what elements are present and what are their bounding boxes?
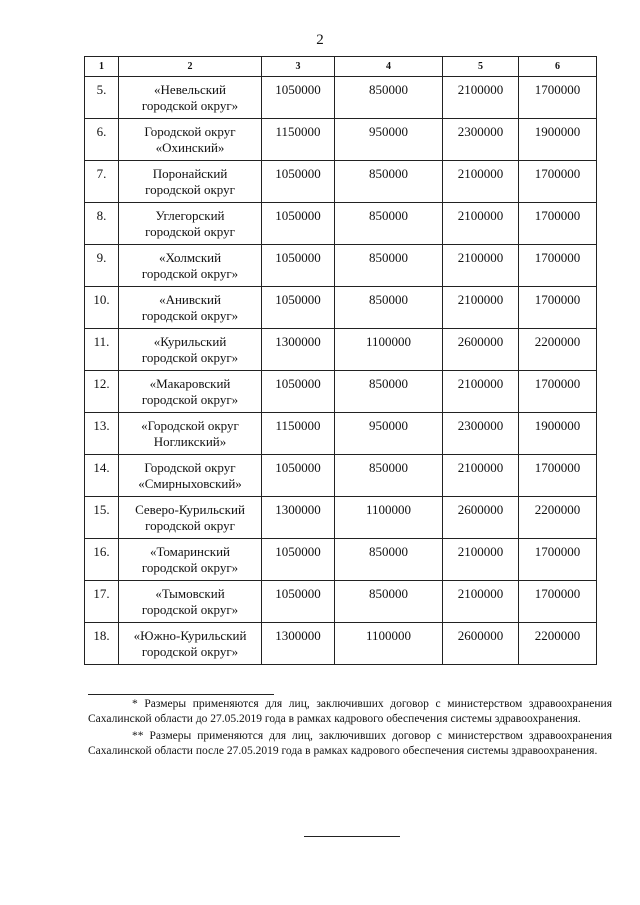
row-number: 5.: [85, 77, 119, 119]
amount-col-4: 850000: [335, 287, 443, 329]
amount-col-6: 1700000: [519, 287, 597, 329]
row-number: 16.: [85, 539, 119, 581]
amount-col-3: 1300000: [262, 329, 335, 371]
header-col-4: 4: [335, 57, 443, 77]
municipality-name-line: «Анивский: [159, 292, 221, 307]
amount-col-4: 850000: [335, 77, 443, 119]
amount-col-4: 1100000: [335, 497, 443, 539]
municipality-name: [119, 329, 262, 371]
municipality-name-line: «Томаринский: [149, 544, 231, 559]
amount-col-4: 850000: [335, 581, 443, 623]
municipality-name-line: Городской округ: [144, 124, 236, 139]
amount-col-5: 2300000: [443, 413, 519, 455]
amount-col-3: 1050000: [262, 245, 335, 287]
amount-col-4: 1100000: [335, 329, 443, 371]
amount-col-3: 1150000: [262, 413, 335, 455]
municipality-name: [119, 623, 262, 665]
amount-col-5: 2100000: [443, 539, 519, 581]
amount-col-3: 1300000: [262, 497, 335, 539]
amount-col-3: 1050000: [262, 161, 335, 203]
municipality-name-line: городской округ»: [141, 392, 239, 407]
municipality-name-line: городской округ»: [141, 560, 239, 575]
footnote-divider: [88, 694, 274, 695]
municipality-name-line: «Тымовский: [155, 586, 225, 601]
municipality-name-line: городской округ»: [141, 98, 239, 113]
amount-col-5: 2100000: [443, 581, 519, 623]
header-col-6: 6: [519, 57, 597, 77]
amount-col-5: 2600000: [443, 623, 519, 665]
municipality-name: [119, 413, 262, 455]
row-number: 18.: [85, 623, 119, 665]
table-row: [85, 497, 597, 539]
table-body: [85, 77, 597, 665]
table-row: [85, 581, 597, 623]
municipality-name: [119, 455, 262, 497]
municipality-name: [119, 581, 262, 623]
municipality-name-line: «Курильский: [153, 334, 227, 349]
amount-col-4: 950000: [335, 119, 443, 161]
table-row: [85, 455, 597, 497]
amount-col-5: 2100000: [443, 161, 519, 203]
amount-col-6: 1700000: [519, 455, 597, 497]
payments-table: [84, 56, 597, 665]
amount-col-6: 2200000: [519, 329, 597, 371]
table-row: [85, 245, 597, 287]
table-row: [85, 77, 597, 119]
row-number: 11.: [85, 329, 119, 371]
table-row: [85, 287, 597, 329]
row-number: 10.: [85, 287, 119, 329]
header-col-2: 2: [119, 57, 262, 77]
municipality-name: [119, 119, 262, 161]
amount-col-3: 1300000: [262, 623, 335, 665]
bottom-divider: [304, 836, 400, 837]
amount-col-4: 850000: [335, 539, 443, 581]
municipality-name-line: городской округ»: [141, 308, 239, 323]
amount-col-3: 1050000: [262, 203, 335, 245]
amount-col-3: 1050000: [262, 77, 335, 119]
municipality-name-line: городской округ: [145, 182, 235, 197]
amount-col-5: 2100000: [443, 203, 519, 245]
municipality-name-line: «Южно-Курильский: [133, 628, 247, 643]
municipality-name-line: городской округ»: [141, 602, 239, 617]
amount-col-3: 1050000: [262, 581, 335, 623]
municipality-name-line: городской округ»: [141, 350, 239, 365]
municipality-name-line: Поронайский: [152, 166, 228, 181]
municipality-name: [119, 371, 262, 413]
municipality-name-line: «Охинский»: [155, 140, 225, 155]
municipality-name-line: городской округ: [145, 224, 235, 239]
municipality-name-line: «Городской округ: [141, 418, 239, 433]
row-number: 15.: [85, 497, 119, 539]
municipality-name-line: Углегорский: [155, 208, 225, 223]
municipality-name-line: «Смирныховский»: [138, 476, 242, 491]
amount-col-5: 2600000: [443, 329, 519, 371]
amount-col-4: 950000: [335, 413, 443, 455]
amount-col-5: 2100000: [443, 77, 519, 119]
table-row: [85, 329, 597, 371]
row-number: 12.: [85, 371, 119, 413]
amount-col-4: 850000: [335, 245, 443, 287]
table-row: [85, 623, 597, 665]
row-number: 13.: [85, 413, 119, 455]
amount-col-4: 1100000: [335, 623, 443, 665]
municipality-name: [119, 497, 262, 539]
amount-col-6: 1700000: [519, 203, 597, 245]
table-row: [85, 413, 597, 455]
table-row: [85, 371, 597, 413]
row-number: 8.: [85, 203, 119, 245]
amount-col-6: 1900000: [519, 119, 597, 161]
municipality-name-line: «Холмский: [158, 250, 222, 265]
amount-col-6: 2200000: [519, 497, 597, 539]
page-number: 2: [316, 32, 324, 48]
municipality-name-line: городской округ: [145, 518, 235, 533]
row-number: 7.: [85, 161, 119, 203]
amount-col-4: 850000: [335, 161, 443, 203]
row-number: 17.: [85, 581, 119, 623]
row-number: 6.: [85, 119, 119, 161]
municipality-name-line: Городской округ: [144, 460, 236, 475]
table-row: [85, 119, 597, 161]
amount-col-5: 2100000: [443, 455, 519, 497]
municipality-name: [119, 287, 262, 329]
amount-col-6: 1900000: [519, 413, 597, 455]
amount-col-3: 1050000: [262, 287, 335, 329]
row-number: 9.: [85, 245, 119, 287]
municipality-name: [119, 245, 262, 287]
municipality-name: [119, 203, 262, 245]
amount-col-5: 2100000: [443, 371, 519, 413]
municipality-name-line: Северо-Курильский: [135, 502, 245, 517]
footnote-2: ** Размеры применяются для лиц, заключивших договор с министерством здравоохранения Сахалинской области после 27.05.2019 года в рамках кадрового обеспечения системы здравоохранения.: [88, 730, 612, 757]
municipality-name-line: Ногликский»: [153, 434, 227, 449]
amount-col-6: 1700000: [519, 245, 597, 287]
municipality-name-line: «Макаровский: [149, 376, 231, 391]
amount-col-5: 2600000: [443, 497, 519, 539]
amount-col-3: 1050000: [262, 539, 335, 581]
amount-col-6: 1700000: [519, 77, 597, 119]
municipality-name: [119, 539, 262, 581]
municipality-name: [119, 77, 262, 119]
row-number: 14.: [85, 455, 119, 497]
amount-col-5: 2300000: [443, 119, 519, 161]
amount-col-4: 850000: [335, 455, 443, 497]
amount-col-5: 2100000: [443, 245, 519, 287]
footnotes: [88, 697, 612, 761]
amount-col-4: 850000: [335, 203, 443, 245]
amount-col-6: 2200000: [519, 623, 597, 665]
amount-col-6: 1700000: [519, 581, 597, 623]
amount-col-4: 850000: [335, 371, 443, 413]
table-row: [85, 161, 597, 203]
header-col-3: 3: [262, 57, 335, 77]
amount-col-6: 1700000: [519, 161, 597, 203]
header-col-5: 5: [443, 57, 519, 77]
municipality-name-line: городской округ»: [141, 266, 239, 281]
amount-col-3: 1050000: [262, 371, 335, 413]
amount-col-3: 1050000: [262, 455, 335, 497]
footnote-1: * Размеры применяются для лиц, заключивших договор с министерством здравоохранения Сахалинской области до 27.05.2019 года в рамках кадрового обеспечения системы здравоохранения.: [88, 698, 612, 725]
amount-col-6: 1700000: [519, 539, 597, 581]
amount-col-6: 1700000: [519, 371, 597, 413]
municipality-name-line: городской округ»: [141, 644, 239, 659]
amount-col-3: 1150000: [262, 119, 335, 161]
table-row: [85, 203, 597, 245]
amount-col-5: 2100000: [443, 287, 519, 329]
municipality-name-line: «Невельский: [154, 82, 226, 97]
municipality-name: [119, 161, 262, 203]
header-col-1: 1: [85, 57, 119, 77]
table-row: [85, 539, 597, 581]
table-header-row: [85, 57, 597, 77]
